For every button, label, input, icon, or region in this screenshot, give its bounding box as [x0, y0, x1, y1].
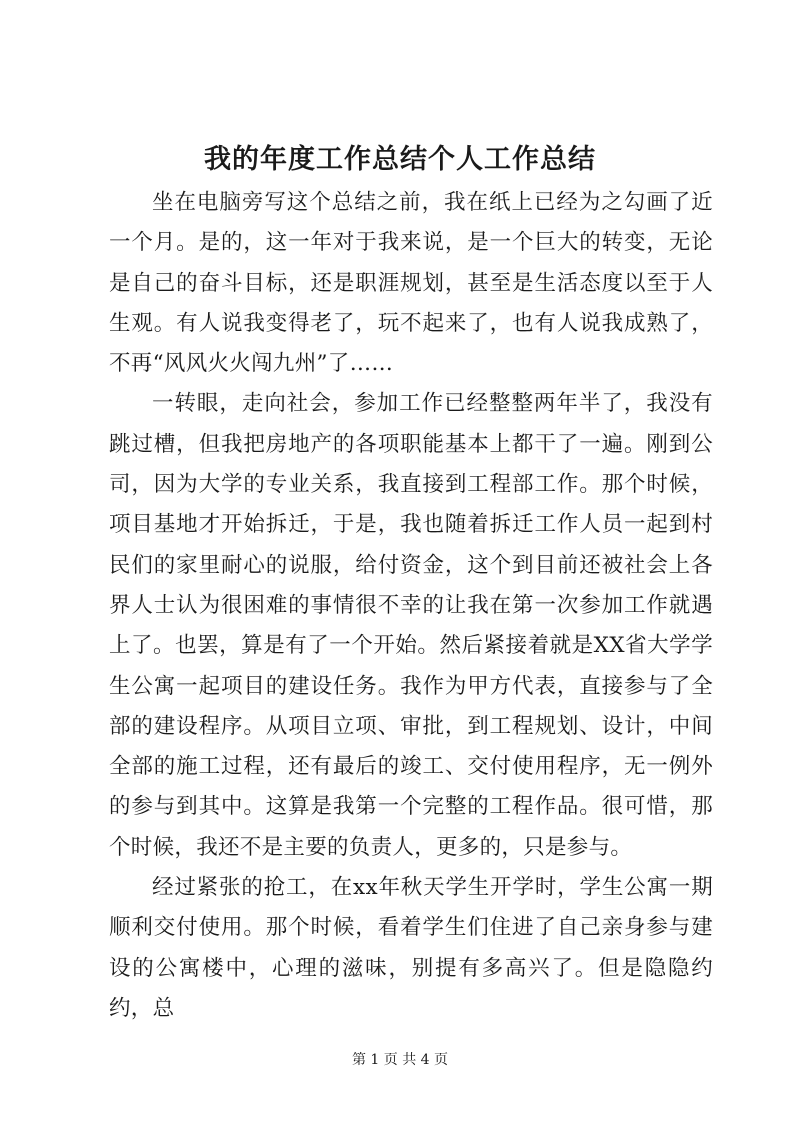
- paragraph-2: 一转眼，走向社会，参加工作已经整整两年半了，我没有跳过槽，但我把房地产的各项职能基本上都干了一遍。刚到公司，因为大学的专业关系，我直接到工程部工作。那个时候，项目基地才开始拆迁，于是，我也随着拆迁工作人员一起到村民们的家里耐心的说服，给付资金，这个到目前还被社会上各界人士认为很困难的事情很不幸的让我在第一次参加工作就遇上了。也罢，算是有了一个开始。然后紧接着就是XX省大学学生公寓一起项目的建设任务。我作为甲方代表，直接参与了全部的建设程序。从项目立项、审批，到工程规划、设计，中间全部的施工过程，还有最后的竣工、交付使用程序，无一例外的参与到其中。这算是我第一个完整的工程作品。很可惜，那个时候，我还不是主要的负责人，更多的，只是参与。: [109, 391, 713, 860]
- page-number-footer: 第 1 页 共 4 页: [351, 1052, 449, 1068]
- page-title: 我的年度工作总结个人工作总结: [204, 144, 596, 175]
- paragraph-3: 经过紧张的抢工，在xx年秋天学生开学时，学生公寓一期顺利交付使用。那个时候，看着学生们住进了自己亲身参与建设的公寓楼中，心理的滋味，别提有多高兴了。但是隐隐约约，总: [109, 875, 713, 1021]
- paragraph-1: 坐在电脑旁写这个总结之前，我在纸上已经为之勾画了近一个月。是的，这一年对于我来说，是一个巨大的转变，无论是自己的奋斗目标，还是职涯规划，甚至是生活态度以至于人生观。有人说我变得老了，玩不起来了，也有人说我成熟了，不再“风风火火闯九州”了……: [109, 190, 713, 377]
- document-body: [109, 183, 713, 1029]
